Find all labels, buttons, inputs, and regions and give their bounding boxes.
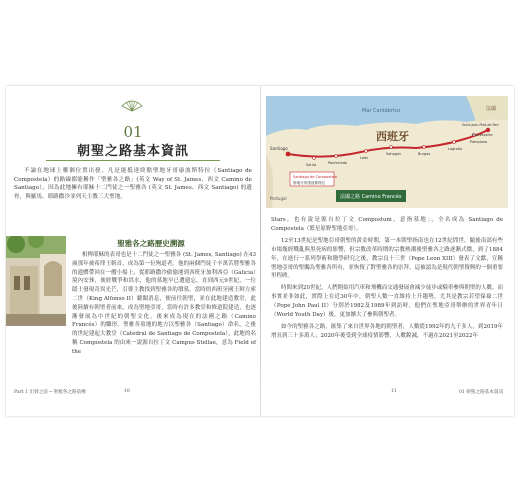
footer-left: Part 1 出發之前 ─ 聖雅各之路前傳	[14, 390, 86, 395]
town-saint-jean: Saint-Jean-Pied-de-Port	[462, 123, 499, 127]
town-burgos: Burgos	[418, 152, 431, 156]
intro-paragraph: 不論在地球上哪個位置出發，凡是能抵達終點聖地牙哥康波斯特拉（Santiago de Compostela）的路線都能稱作「聖雅各之路」(英文 Way of St. James、西文 Camino de Santiago），因為此地擁有耶穌十二門徒之一聖雅各 (英文 St. James、西文 Santiago) 的遺骨，與羅馬、耶路撒冷並列天主教三大聖地。	[14, 168, 252, 200]
town-roncesvalles: Roncesvalles	[472, 133, 493, 137]
scallop-shell-icon	[121, 100, 143, 112]
town-ponferrada: Ponferrada	[328, 161, 348, 165]
section-title: 聖雅各之路歷史溯源	[117, 239, 185, 248]
paragraph-1: Stars，也有說是源自拉丁文 Compostum，意指墓地」，全名成為 Santiago de Compostela（繁星原野聖地亞哥）。	[271, 217, 503, 232]
legend-title: Santiago de Compostela	[293, 175, 338, 179]
town-sarria: Sarria	[306, 163, 317, 167]
cathedral-photo	[6, 236, 66, 326]
paragraph-4: 如今的聖雅各之路，匯集了來自世界各地的朝聖者，人數從1992年的九千多人，到2019年增長到三十多萬人；2020年後受到全球疫情影響，人數銳減，不過在2021至2022年	[271, 323, 503, 339]
right-page	[261, 86, 514, 416]
town-pamplona: Pamplona	[470, 140, 488, 144]
country-label-france: 法國	[486, 106, 497, 112]
right-body-text	[271, 216, 503, 344]
town-leon: León	[360, 156, 369, 160]
page-number-right: 11	[391, 389, 397, 394]
route-label: 法國之路 Camino Francés	[340, 194, 402, 200]
chapter-title: 朝聖之路基本資訊	[76, 144, 189, 159]
town-sahagun: Sahagún	[386, 152, 402, 156]
history-paragraph: 相傳耶穌的表哥也是十二門徒之一聖雅各 (St. James, Santiago) 在43歲那年被希律王斬首，成為第一位殉道者。他的兩個門徒千辛萬苦將聖雅各的遺體帶回在一艘小船上，從耶路撒冷偷偷運到西班牙加利西亞（Galicia）境內安葬，後經戰爭和洪水，他的墓地早已遭遺忘。直到西元9世紀，一位隱士發現奇異光芒，引導主教找到聖雅各的墳墓。當時的西班牙國王阿方索二世（King Alfonso II）聽聞消息，便前往朝聖，並在此地建造教堂，此後陸續有朝聖者前來，成為聖地亞哥，當時有許多教堂和修道院建造，也逐漸發展為中世紀的朝聖文化，後來成為現在的法國之路（Camino Francés）的雛形。聖雅各墓地的地方以聖雅各（Santiago）命名，之後的世紀建起大教堂（Catedral de Santiago de Compostela），此地的名稱 Compostela 的由來一說源自拉丁文 Campus Stellae，意為 Field of the	[72, 252, 256, 355]
legend-subtitle: 聖地牙哥康波斯特拉	[293, 181, 326, 185]
camino-map	[266, 96, 508, 208]
town-logrono: Logroño	[448, 147, 463, 151]
country-label-spain: 西班牙	[376, 130, 409, 143]
paragraph-3: 時間來到20世紀，人們開始用汽車和飛機而交通發展會減少徒步或騎車參與朝聖的人數。而事實並非如此，實際上在近30年中，朝聖人數一直維持上升趨勢，尤其是教宗若望保祿二世（Pope John Paul II）分別於1982及1989年到訪時，他們在聖地亞哥舉辦的世界青年日（World Youth Day）後，更加擴大了參與朝聖者。	[271, 285, 503, 319]
footer-right: 01 朝聖之路基本資訊	[459, 390, 504, 395]
sea-label: Mar Cantábrico	[362, 108, 401, 114]
town-santiago: Santiago	[270, 146, 288, 151]
paragraph-2: 12至13世紀是聖地亞哥朝聖的黃金時期，第一本朝聖指南也在12世紀問世，隨後南部有些市場幾經戰亂與黑死病的影響，但宗教改革時期的宗教熱潮後聖雅各之路逐漸式微，到了1884年，在進行一系列學術和醫學研究之後，教宗良十三世（Pope Leon XIII）發表了文獻，宣稱聖地亞哥的聖髑為聖雅各所有，並恢復了對聖雅各的崇拜，這被認為是現代朝聖復興的一個重要里程碑。	[271, 237, 503, 280]
title-divider	[46, 160, 220, 161]
page-number-left: 10	[124, 389, 130, 394]
portugal-label: Portugal	[270, 196, 287, 201]
chapter-number: 01	[123, 123, 143, 141]
left-page	[6, 86, 260, 416]
